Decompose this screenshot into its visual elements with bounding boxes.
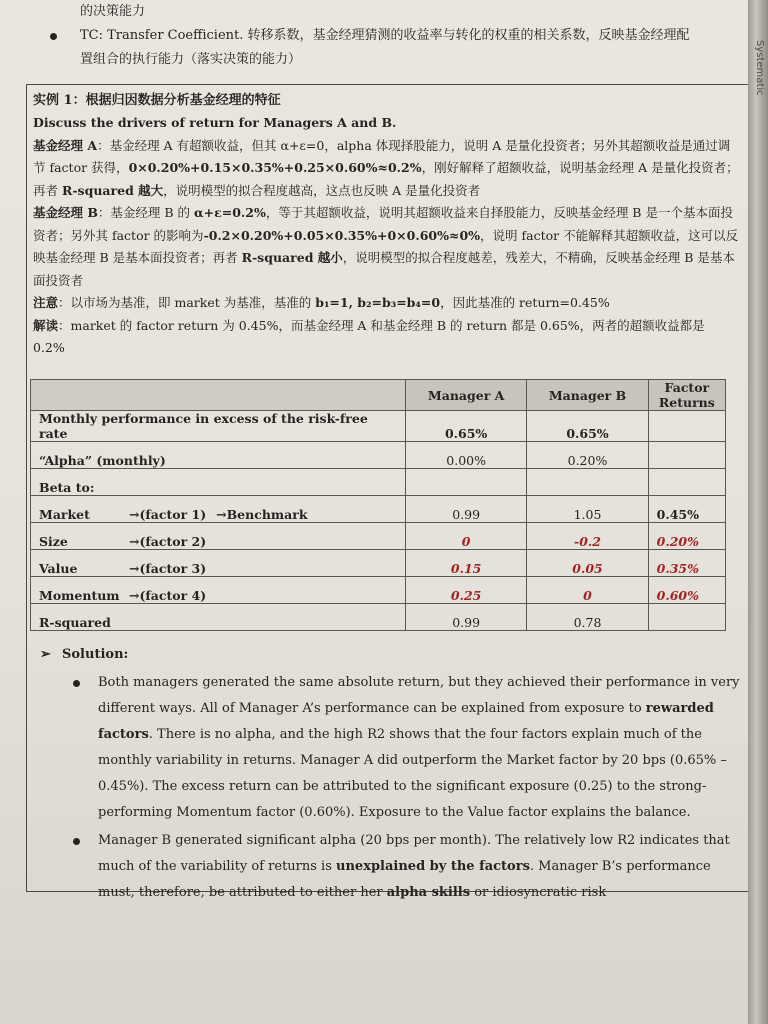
example-title: 实例 1：根据归因数据分析基金经理的特征 bbox=[33, 93, 281, 108]
row-label-cell bbox=[31, 496, 406, 523]
solution-a-text-2: . There is no alpha, and the high R2 shows that the four factors explain much of the monthly variability in returns. Manager A did outperform the Market factor by 20 bps (0.65% – 0.45%). The excess return can be attributed to the significant exposure (0.25) to the strong-performing Momentum factor (0.60%). Exposure to the Value factor explains the balance. bbox=[98, 727, 727, 820]
manager-b-value: 0 bbox=[527, 577, 648, 604]
intro-line-2 bbox=[40, 24, 730, 48]
table-row bbox=[31, 577, 726, 604]
manager-b-value: -0.2 bbox=[527, 523, 648, 550]
manager-a-value: 0.15 bbox=[405, 550, 526, 577]
intro-line-3-text: 置组合的执行能力（落实决策的能力） bbox=[80, 52, 302, 67]
row-label: Size bbox=[39, 534, 68, 549]
row-label: Market bbox=[39, 507, 90, 522]
factor-tag: →(factor 4) bbox=[129, 588, 207, 603]
table-row bbox=[31, 604, 726, 631]
intro-line-1 bbox=[40, 0, 730, 24]
manager-b-value: 0.05 bbox=[527, 550, 648, 577]
solution-item-manager-b bbox=[40, 828, 740, 906]
intro-text bbox=[40, 0, 730, 72]
solution-heading-text: Solution: bbox=[62, 647, 129, 662]
factor-tag: →(factor 2) bbox=[129, 534, 207, 549]
manager-b-analysis bbox=[33, 202, 740, 292]
solution-item-manager-a bbox=[40, 670, 740, 826]
manager-a-text-2: ，刚好解释了超额收益，说明基金经理 A 是量化投资者；再者 bbox=[33, 160, 739, 198]
factor-return-value bbox=[648, 411, 725, 442]
solution-b-bold-1: unexplained by the factors bbox=[336, 859, 530, 874]
manager-a-value: 0.25 bbox=[405, 577, 526, 604]
manager-b-value: 0.78 bbox=[527, 604, 648, 631]
table-row bbox=[31, 442, 726, 469]
row-label: Monthly performance in excess of the risk-free rate bbox=[31, 411, 406, 442]
row-label: Momentum bbox=[39, 588, 120, 603]
arrow-bullet-icon: ➢ bbox=[40, 647, 51, 662]
manager-b-value: 0.65% bbox=[527, 411, 648, 442]
example-prompt: Discuss the drivers of return for Managers A and B. bbox=[33, 115, 397, 130]
note-lead: 注意 bbox=[33, 295, 59, 310]
table-row bbox=[31, 411, 726, 442]
page-edge bbox=[748, 0, 768, 1024]
solution-a-text-1: Both managers generated the same absolute return, but they achieved their performance in very different ways. All of Manager A’s performance can be explained from exposure to bbox=[98, 675, 740, 716]
explain-lead: 解读 bbox=[33, 317, 59, 333]
table-row bbox=[31, 523, 726, 550]
note-text-2: ，因此基准的 return=0.45% bbox=[440, 295, 610, 310]
table-row bbox=[31, 469, 726, 496]
performance-table bbox=[30, 379, 726, 631]
manager-a-value: 0.99 bbox=[405, 604, 526, 631]
solution-heading bbox=[40, 642, 740, 668]
row-label-cell bbox=[31, 523, 406, 550]
factor-return-value: 0.60% bbox=[648, 577, 725, 604]
manager-a-value: 0 bbox=[405, 523, 526, 550]
intro-line-3 bbox=[40, 48, 730, 72]
row-label-cell bbox=[31, 550, 406, 577]
factor-return-value: 0.35% bbox=[648, 550, 725, 577]
table-header-row bbox=[31, 380, 726, 411]
manager-b-text-4: ，说明模型的拟合程度越差，残差大，不精确，反映基金经理 B 是基本面投资者 bbox=[33, 250, 735, 288]
explanation bbox=[33, 315, 740, 360]
header-manager-a: Manager A bbox=[405, 380, 526, 411]
row-label: Beta to: bbox=[31, 469, 406, 496]
example-body bbox=[27, 108, 748, 360]
manager-a-value bbox=[405, 469, 526, 496]
manager-b-value: 0.20% bbox=[527, 442, 648, 469]
manager-b-lead: 基金经理 B bbox=[33, 205, 98, 220]
explain-text: ：market 的 factor return 为 0.45%，而基金经理 A 和基金经理 B 的 return 都是 0.65%，两者的超额收益都是 0.2% bbox=[33, 317, 705, 355]
factor-tag: →(factor 3) bbox=[129, 561, 207, 576]
table-row bbox=[31, 550, 726, 577]
manager-b-text-1: ：基金经理 B 的 bbox=[97, 205, 195, 220]
note bbox=[33, 292, 740, 315]
manager-a-calc: 0×0.20%+0.15×0.35%+0.25×0.60%≈0.2% bbox=[128, 160, 422, 175]
manager-b-calc: -0.2×0.20%+0.05×0.35%+0×0.60%≈0% bbox=[203, 227, 481, 243]
note-text-1: ：以市场为基准，即 market 为基准，基准的 bbox=[58, 295, 316, 310]
edge-label: Systematic bbox=[754, 40, 765, 96]
row-label: Value bbox=[39, 561, 78, 576]
factor-tag: →(factor 1) bbox=[129, 507, 207, 522]
manager-a-lead: 基金经理 A bbox=[33, 137, 98, 153]
manager-b-value bbox=[527, 469, 648, 496]
row-label-cell bbox=[31, 577, 406, 604]
solution-b-text-2: . Manager B’s performance must, therefore, be attributed to either her bbox=[98, 859, 711, 900]
manager-a-value: 0.99 bbox=[405, 496, 526, 523]
factor-return-value: 0.45% bbox=[648, 496, 725, 523]
bullet-icon bbox=[73, 838, 80, 845]
bullet-icon bbox=[73, 680, 80, 687]
solution-b-text-1: Manager B generated significant alpha (20 bps per month). The relatively low R2 indicates that much of the variability of returns is bbox=[98, 833, 730, 874]
intro-line-1-text: 的决策能力 bbox=[80, 4, 146, 19]
manager-b-rsq: R-squared 越小 bbox=[241, 250, 343, 265]
table-row bbox=[31, 496, 726, 523]
benchmark-tag: →Benchmark bbox=[216, 507, 308, 522]
manager-a-text-3: ，说明模型的拟合程度越高，这点也反映 A 是量化投资者 bbox=[163, 182, 481, 198]
manager-a-value: 0.00% bbox=[405, 442, 526, 469]
manager-b-alpha: α+ε=0.2% bbox=[194, 205, 266, 220]
solution-b-bold-2: alpha skills bbox=[386, 885, 471, 900]
manager-a-analysis bbox=[33, 135, 740, 203]
row-label: R-squared bbox=[31, 604, 406, 631]
manager-a-rsq: R-squared 越大 bbox=[61, 182, 164, 198]
solution-a-bold: rewarded factors bbox=[98, 701, 714, 742]
bullet-icon bbox=[50, 33, 57, 40]
solution-section bbox=[40, 642, 740, 906]
factor-return-value bbox=[648, 442, 725, 469]
solution-b-text-3: or idiosyncratic risk bbox=[470, 885, 607, 900]
factor-return-value bbox=[648, 604, 725, 631]
intro-line-2-text: TC: Transfer Coefficient. 转移系数，基金经理猜测的收益率与转化的权重的相关系数，反映基金经理配 bbox=[80, 28, 690, 43]
row-label: “Alpha” (monthly) bbox=[31, 442, 406, 469]
factor-return-value bbox=[648, 469, 725, 496]
note-betas: b₁=1, b₂=b₃=b₄=0 bbox=[315, 295, 441, 310]
factor-return-value: 0.20% bbox=[648, 523, 725, 550]
manager-a-text-1: ：基金经理 A 有超额收益，但其 α+ε=0，alpha 体现择股能力，说明 A 是量化投资者；另外其超额收益是通过调节 factor 获得， bbox=[33, 137, 731, 175]
manager-a-value: 0.65% bbox=[405, 411, 526, 442]
manager-b-text-3: ，说明 factor 不能解释其超额收益，这可以反映基金经理 B 是基本面投资者；再者 bbox=[33, 227, 739, 265]
manager-b-text-2: ，等于其超额收益，说明其超额收益来自择股能力，反映基金经理 B 是一个基本面投资者；另外其 factor 的影响为 bbox=[33, 205, 733, 243]
manager-b-value: 1.05 bbox=[527, 496, 648, 523]
header-manager-b: Manager B bbox=[527, 380, 648, 411]
header-factor-returns: Factor Returns bbox=[648, 380, 725, 411]
header-blank bbox=[31, 380, 406, 411]
